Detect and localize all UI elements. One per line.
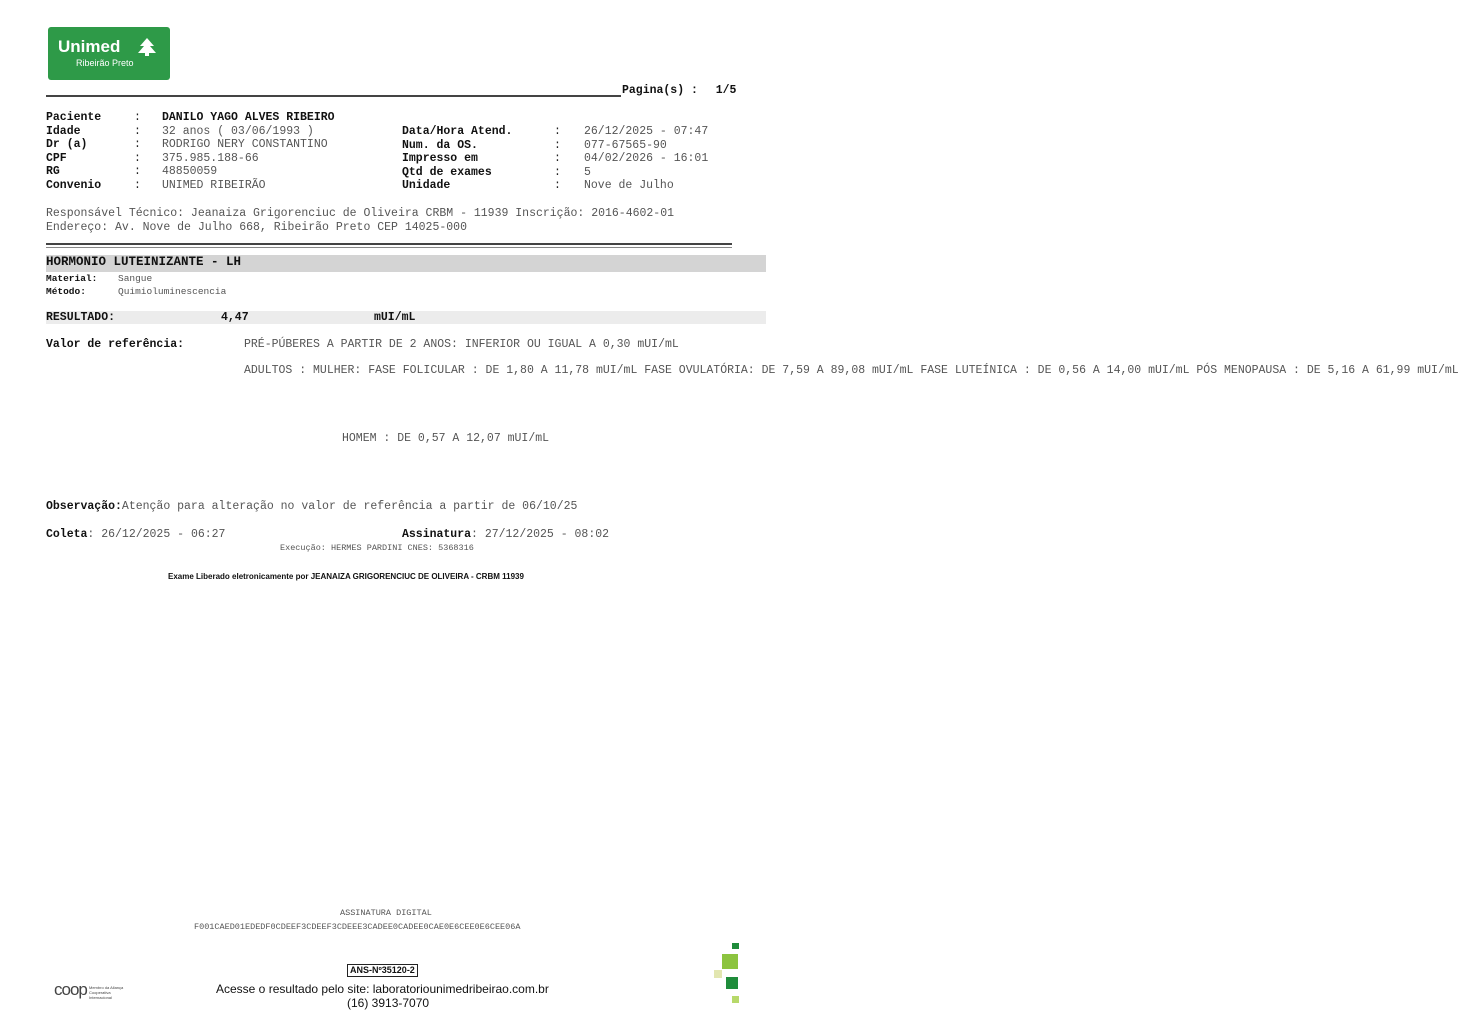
assinatura-label: Assinatura	[402, 528, 472, 541]
patient-row: Qtd de exames : 5	[402, 165, 591, 179]
assinatura-row	[402, 528, 609, 541]
coop-logo: coop	[54, 980, 87, 999]
assinatura-digital-label: ASSINATURA DIGITAL	[340, 908, 432, 918]
unimed-logo	[48, 27, 170, 80]
square-icon	[726, 977, 738, 989]
coleta-label: Coleta	[46, 528, 88, 541]
resultado-unit: mUI/mL	[374, 311, 416, 324]
field-label: CPF	[46, 151, 67, 165]
patient-row: Data/Hora Atend. : 26/12/2025 - 07:47	[402, 125, 709, 138]
section-rule-thin	[46, 247, 732, 248]
field-label: Idade	[46, 124, 81, 138]
field-value: 375.985.188-66	[162, 151, 259, 165]
observacao-row	[46, 500, 577, 513]
ref-line: PRÉ-PÚBERES A PARTIR DE 2 ANOS: INFERIOR OU IGUAL A 0,30 mUI/mL	[244, 338, 679, 351]
field-value: 26/12/2025 - 07:47	[584, 125, 709, 138]
field-label: Dr (a)	[46, 138, 88, 152]
page-sep: :	[691, 84, 698, 97]
patient-info-left	[46, 111, 335, 193]
field-value: 5	[584, 165, 591, 179]
section-rule	[46, 243, 732, 245]
patient-row: Num. da OS. : 077-67565-90	[402, 138, 667, 152]
decorative-squares	[714, 940, 754, 1006]
page-indicator	[622, 84, 736, 97]
endereco: Endereço: Av. Nove de Julho 668, Ribeirão Preto CEP 14025-000	[46, 221, 467, 234]
ref-line: FASE LUTEÍNICA : DE 0,56 A 14,00 mUI/mL	[920, 364, 1190, 377]
page-value: 1/5	[715, 84, 737, 97]
metodo-row	[46, 286, 226, 297]
patient-info-right	[402, 125, 708, 193]
observacao-label: Observação:	[46, 500, 122, 513]
patient-name: DANILO YAGO ALVES RIBEIRO	[162, 111, 335, 124]
field-label: Convenio	[46, 178, 102, 192]
field-value: 48850059	[162, 165, 218, 179]
field-label: Paciente	[46, 111, 102, 124]
ref-line: FASE OVULATÓRIA: DE 7,59 A 89,08 mUI/mL	[644, 364, 914, 377]
square-icon	[714, 970, 722, 978]
material-row	[46, 273, 152, 284]
field-value: Nove de Julho	[584, 179, 674, 193]
square-icon	[732, 996, 739, 1003]
material-value: Sangue	[118, 273, 153, 284]
field-label: Impresso em	[402, 152, 478, 166]
patient-row: Unidade : Nove de Julho	[402, 179, 674, 193]
field-value: 04/02/2026 - 16:01	[584, 152, 709, 166]
assinatura-value: : 27/12/2025 - 08:02	[471, 528, 610, 541]
ref-line-homem: HOMEM : DE 0,57 A 12,07 mUI/mL	[342, 432, 550, 445]
patient-row: Paciente : DANILO YAGO ALVES RIBEIRO	[46, 111, 335, 124]
phone-number: (16) 3913-7070	[347, 996, 430, 1010]
ans-badge: ANS-Nº35120-2	[347, 964, 418, 977]
square-icon	[722, 954, 738, 969]
patient-row: Dr (a) : RODRIGO NERY CONSTANTINO	[46, 138, 328, 152]
metodo-label: Método:	[46, 286, 86, 297]
resultado-label: RESULTADO:	[46, 311, 116, 324]
responsavel-tecnico: Responsável Técnico: Jeanaiza Grigorenciuc de Oliveira CRBM - 11939 Inscrição: 2016-4602-01	[46, 207, 675, 220]
field-label: Qtd de exames	[402, 165, 492, 179]
coleta-row	[46, 528, 225, 541]
resultado-value: 4,47	[221, 311, 249, 324]
execucao: Execução: HERMES PARDINI CNES: 5368316	[280, 543, 474, 553]
coop-sub: Membro da Aliança Cooperativa Internacional	[89, 985, 124, 1000]
page-label: Pagina(s)	[622, 84, 685, 97]
field-value: 32 anos ( 03/06/1993 )	[162, 124, 314, 138]
exam-title: HORMONIO LUTEINIZANTE - LH	[46, 255, 242, 269]
logo-sub: Ribeirão Preto	[76, 58, 134, 68]
field-value: 077-67565-90	[584, 138, 667, 152]
field-label: RG	[46, 165, 60, 179]
patient-row: RG : 48850059	[46, 165, 218, 179]
square-icon	[732, 943, 739, 949]
ref-label: Valor de referência:	[46, 338, 185, 351]
field-label: Num. da OS.	[402, 138, 478, 152]
field-value: UNIMED RIBEIRÃO	[162, 178, 266, 192]
ref-adult-block	[244, 364, 1459, 378]
patient-row: Impresso em : 04/02/2026 - 16:01	[402, 152, 709, 166]
assinatura-digital-hash: F001CAED01EDEDF0CDEEF3CDEEF3CDEEE3CADEE0CADEE0CAE0E6CEE0E6CEE06A	[194, 922, 521, 932]
material-label: Material:	[46, 273, 98, 284]
coleta-value: : 26/12/2025 - 06:27	[87, 528, 226, 541]
liberado-text: Exame Liberado eletronicamente por JEANAIZA GRIGORENCIUC DE OLIVEIRA - CRBM 11939	[168, 572, 524, 581]
patient-row: CPF : 375.985.188-66	[46, 151, 259, 165]
patient-row: Convenio : UNIMED RIBEIRÃO	[46, 178, 266, 192]
site-link[interactable]: Acesse o resultado pelo site: laboratoriounimedribeirao.com.br	[216, 982, 549, 996]
ref-line: ADULTOS : MULHER: FASE FOLICULAR : DE 1,80 A 11,78 mUI/mL	[244, 364, 638, 377]
field-value: RODRIGO NERY CONSTANTINO	[162, 138, 328, 152]
unimed-tree-icon	[136, 37, 158, 57]
logo-brand: Unimed	[58, 37, 121, 56]
field-label: Data/Hora Atend.	[402, 125, 513, 138]
field-label: Unidade	[402, 179, 451, 193]
patient-row: Idade : 32 anos ( 03/06/1993 )	[46, 124, 314, 138]
ref-line: PÓS MENOPAUSA : DE 5,16 A 61,99 mUI/mL	[1196, 364, 1459, 377]
header-rule	[46, 95, 621, 97]
metodo-value: Quimioluminescencia	[118, 286, 227, 297]
observacao-text: Atenção para alteração no valor de referência a partir de 06/10/25	[121, 500, 578, 513]
